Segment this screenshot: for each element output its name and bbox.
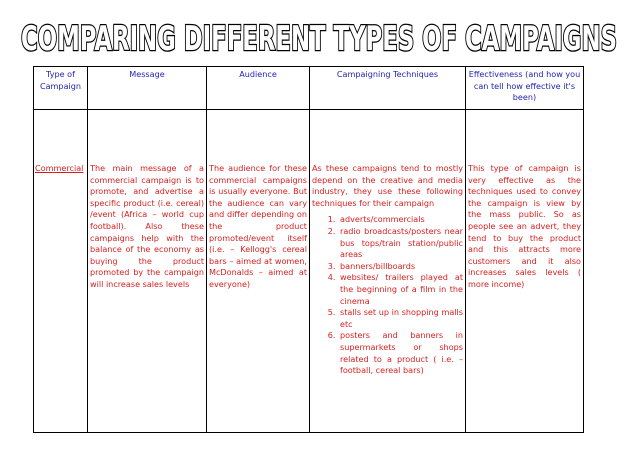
page-title <box>0 4 638 62</box>
list-item: 5. stalls set up in shopping malls etc <box>338 307 463 330</box>
cell-techniques <box>310 110 466 433</box>
techniques-intro: As these campaigns tend to mostly depend on the creative and media industry, they use these following techniques for their campaign <box>312 163 463 208</box>
comparison-table <box>33 66 584 433</box>
techniques-list <box>312 214 463 376</box>
header-type: Type of Campaign <box>34 67 88 110</box>
list-item: 6. posters and banners in supermarkets or shops related to a product ( i.e. – football, cereal bars) <box>338 330 463 376</box>
cell-effectiveness: This type of campaign is very effective as the techniques used to convey the campaign is view by the mass public. So as people see an advert, they tend to buy the product and this attracts more customers and it also increases sales levels ( more income) <box>466 110 584 433</box>
header-audience: Audience <box>207 67 310 110</box>
list-item: 3. banners/billboards <box>338 261 463 273</box>
table-row <box>34 110 584 433</box>
cell-type: Commercial <box>34 110 88 433</box>
header-effectiveness: Effectiveness (and how you can tell how effective it's been) <box>466 67 584 110</box>
cell-audience: The audience for these commercial campaigns is usually everyone. But the audience can vary and differ depending on the product promoted/event itself (i.e. – Kellogg's cereal bars – aimed at women, McDonalds – aimed at everyone) <box>207 110 310 433</box>
header-row <box>34 67 584 110</box>
header-techniques: Campaigning Techniques <box>310 67 466 110</box>
list-item: 2. radio broadcasts/posters near bus tops/train station/public areas <box>338 226 463 261</box>
cell-message: The main message of a commercial campaign is to promote, and advertise a specific product (i.e. cereal) /event (Africa – world cup football). Also these campaigns help with the balance of the economy as buying the product promoted by the campaign will increase sales levels <box>88 110 207 433</box>
title-text: COMPARING DIFFERENT TYPES OF CAMPAIGNS <box>21 19 617 59</box>
list-item: 1. adverts/commercials <box>338 214 463 226</box>
header-message: Message <box>88 67 207 110</box>
list-item: 4. websites/ trailers played at the beginning of a film in the cinema <box>338 272 463 307</box>
